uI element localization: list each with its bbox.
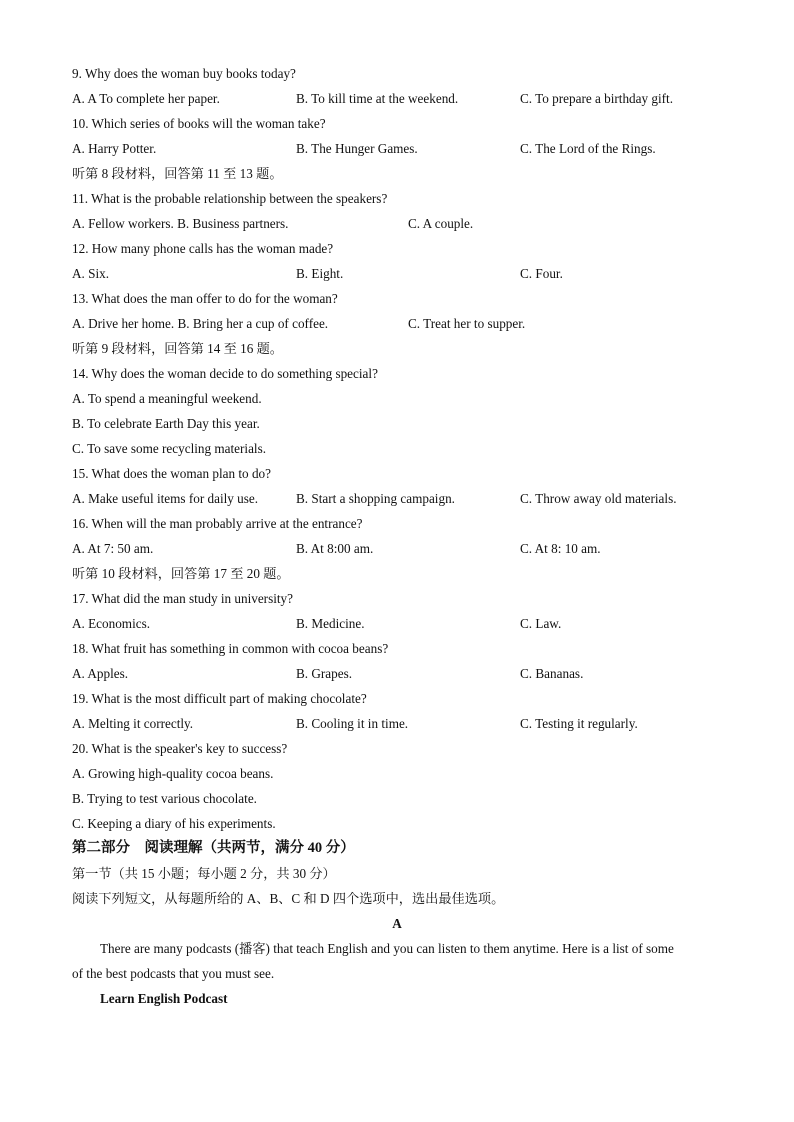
option-b: B. To celebrate Earth Day this year.: [72, 416, 260, 431]
option-a: A. Economics.: [72, 616, 151, 631]
question-15: 15. What does the woman plan to do?: [72, 466, 271, 481]
exam-page: [72, 61, 722, 1011]
material-8-instruction: 听第 8 段材料，回答第 11 至 13 题。: [72, 166, 283, 181]
part-2-heading: 第二部分 阅读理解（共两节，满分 40 分）: [72, 840, 355, 856]
option-a: A. Six.: [72, 266, 110, 281]
passage-paragraph-line-2: of the best podcasts that you must see.: [72, 966, 275, 981]
option-ab: A. Fellow workers. B. Business partners.: [72, 216, 289, 231]
question-19: 19. What is the most difficult part of making chocolate?: [72, 691, 367, 706]
option-c: C. At 8: 10 am.: [520, 541, 601, 556]
question-18-options: [72, 661, 722, 686]
option-b: B. Medicine.: [296, 616, 365, 631]
option-a: A. Melting it correctly.: [72, 716, 194, 731]
option-c: C. The Lord of the Rings.: [520, 141, 656, 156]
podcast-subtitle: Learn English Podcast: [100, 991, 228, 1006]
option-b: B. At 8:00 am.: [296, 541, 374, 556]
question-11: 11. What is the probable relationship between the speakers?: [72, 191, 388, 206]
question-13: 13. What does the man offer to do for the woman?: [72, 291, 338, 306]
option-c: C. Bananas.: [520, 666, 584, 681]
option-ab: A. Drive her home. B. Bring her a cup of coffee.: [72, 316, 329, 331]
option-c: C. Keeping a diary of his experiments.: [72, 816, 276, 831]
question-18: 18. What fruit has something in common with cocoa beans?: [72, 641, 389, 656]
question-19-options: [72, 711, 722, 736]
question-11-options: [72, 211, 722, 236]
question-10-options: [72, 136, 722, 161]
passage-label: A: [392, 916, 402, 931]
option-b: B. Start a shopping campaign.: [296, 491, 455, 506]
option-a: A. Make useful items for daily use.: [72, 491, 259, 506]
question-17: 17. What did the man study in university?: [72, 591, 293, 606]
option-c: C. Throw away old materials.: [520, 491, 677, 506]
option-a: A. Growing high-quality cocoa beans.: [72, 766, 274, 781]
option-c: C. Law.: [520, 616, 562, 631]
question-9: 9. Why does the woman buy books today?: [72, 66, 296, 81]
option-a: A. Apples.: [72, 666, 129, 681]
option-a: A. Harry Potter.: [72, 141, 157, 156]
option-b: B. To kill time at the weekend.: [296, 91, 459, 106]
material-10-instruction: 听第 10 段材料，回答第 17 至 20 题。: [72, 566, 290, 581]
question-17-options: [72, 611, 722, 636]
question-13-options: [72, 311, 722, 336]
option-b: B. The Hunger Games.: [296, 141, 418, 156]
question-12: 12. How many phone calls has the woman made?: [72, 241, 334, 256]
option-c: C. Treat her to supper.: [408, 316, 526, 331]
section-1-heading: 第一节（共 15 小题；每小题 2 分，共 30 分）: [72, 866, 336, 881]
option-b: B. Eight.: [296, 266, 344, 281]
question-16-options: [72, 536, 722, 561]
option-c: C. To prepare a birthday gift.: [520, 91, 674, 106]
option-c: C. Testing it regularly.: [520, 716, 638, 731]
reading-instruction: 阅读下列短文，从每题所给的 A、B、C 和 D 四个选项中，选出最佳选项。: [72, 891, 505, 906]
option-b: B. Grapes.: [296, 666, 353, 681]
option-a: A. At 7: 50 am.: [72, 541, 154, 556]
option-c: C. To save some recycling materials.: [72, 441, 267, 456]
question-10: 10. Which series of books will the woman take?: [72, 116, 326, 131]
option-a: A. A To complete her paper.: [72, 91, 220, 106]
question-9-options: [72, 86, 722, 111]
option-c: C. A couple.: [408, 216, 474, 231]
passage-paragraph-line-1: There are many podcasts (播客) that teach English and you can listen to them anytime. Here is a list of some: [100, 941, 674, 956]
question-15-options: [72, 486, 722, 511]
question-14: 14. Why does the woman decide to do something special?: [72, 366, 378, 381]
option-a: A. To spend a meaningful weekend.: [72, 391, 262, 406]
option-c: C. Four.: [520, 266, 563, 281]
question-12-options: [72, 261, 722, 286]
material-9-instruction: 听第 9 段材料，回答第 14 至 16 题。: [72, 341, 283, 356]
option-b: B. Trying to test various chocolate.: [72, 791, 257, 806]
option-b: B. Cooling it in time.: [296, 716, 409, 731]
question-16: 16. When will the man probably arrive at the entrance?: [72, 516, 363, 531]
question-20: 20. What is the speaker's key to success?: [72, 741, 288, 756]
